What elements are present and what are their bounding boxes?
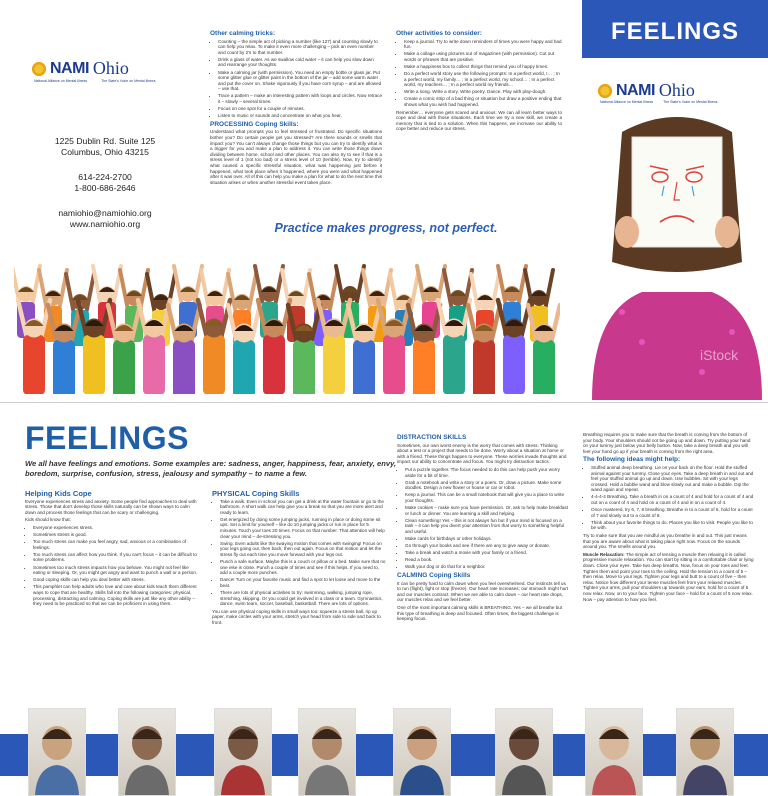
distraction-intro: Sometimes, our own worst enemy is the worry that comes with stress. Thinking about a test or a project that needs to be done. Worry about a situation at home or with a friend. These things happen to everyone. These worries invade thoughts and impact our ability to concentrate and focus. You might try distraction tactics. [397, 442, 567, 465]
kids-group-photo [14, 236, 560, 394]
cover-panel [582, 0, 768, 400]
list-item: • Take a break and watch a movie with your family or a friend. [405, 550, 569, 556]
list-item: • 4-4-4-4 Breathing. Take a breath in on a count of 4 and hold for a count of 4 and out on a count of 4 and hold on a count of 4 and in on a count of 4. [591, 494, 755, 505]
list-item: • Go through your books and see if there are any to give away or donate. [405, 543, 569, 549]
other-activities-closing: Remember… everyone gets scared and anxious. We can all learn better ways to cope and deal with those situations. Each time we try a new skill, we create a memory that is tied to a solution. When this happens, we increase our ability to cope better and reduce our stress. [396, 109, 562, 132]
processing-text: Understand what prompts you to feel stressed or frustrated. Do specific situations bother you? Do certain people get you stressed? Are there sounds or smells that impact you? You can't always change those things but you can try to identify what is a trigger for you and make a plan to address it. You can write those things down dividing between home, school and other places. You can also try to see if that is a stress level of 1 (not too bad) or a stress level of 10 (terrible). Now, try to identify what caused a specific stressful situation, what was happening just before it happened, what took place when it happened, where you were and what happened after it was over. All of this can help you make a plan for what to do the next time this situation arises or when another stressful event takes place. [210, 129, 382, 185]
list-item: • Dance! Turn on your favorite music and find a spot to let loose and move to the beat. [220, 577, 387, 588]
list-item: • Too much stress can affect how you think. If you can't focus – it can be difficult to solve problems. [33, 552, 200, 563]
physical-closing: You can use physical coping skills in small ways too: squeeze a stress ball, rip up paper, make circles with your arms, stretch your head from side to side and back to front. [212, 608, 381, 625]
calming-text: It can be pretty hard to calm down when you feel overwhelmed. Our instincts tell us to run (flight), fight or stop (freeze). Our heart rate increases; our stomach might hurt and our muscles contract. When we are able to calm down – our heart rate drops, our muscles relax and we feel better. [397, 580, 569, 603]
practice-banner: Practice makes progress, not perfect. [274, 221, 498, 235]
girl-with-drawn-face-photo [582, 112, 768, 400]
list-item: • Counting – the simple act of picking a number (like 127) and counting slowly to can help you relax. To make it even more challenging – pick an even number and count by 2's to that number. [218, 39, 382, 56]
list-item: • This pamphlet can help adults who love and care about kids teach them different ways to cope that are healthy. Skills fall into the following categories: physical, processing, distracting and calming. Coping skills are just like any other ability – they need to be practiced so that we can be proficient in using them. [33, 584, 200, 606]
physical-list [212, 499, 387, 607]
logo-ohio: Ohio [658, 80, 695, 100]
kids-group-illustration [14, 236, 560, 394]
child-thumbnail-photo [495, 708, 553, 796]
physical-heading: PHYSICAL Coping Skills [212, 489, 300, 498]
phone-2: 1-800-686-2646 [74, 183, 136, 193]
cover-title: FEELINGS [610, 18, 739, 45]
back-title: FEELINGS [25, 420, 190, 456]
cover-logo [596, 80, 695, 101]
list-item: • Write a song. Write a story. Write poetry. Dance. Play with play-dough. [404, 89, 562, 95]
calming-tricks-heading: Other calming tricks: [210, 30, 276, 37]
contact-info [30, 136, 180, 230]
logo-tagline-right: The State's Voice on Mental Illness [663, 100, 718, 104]
list-item: • Keep a journal. This can be a small notebook that will give you a place to write your thoughts. [405, 492, 569, 503]
distraction-list [397, 467, 569, 570]
helping-know: Kids should know that: [25, 517, 71, 523]
list-item: • Listen to music or sounds and concentrate on what you hear. [218, 113, 382, 119]
list-item: • Put a puzzle together. The focus needed to do this can help push your worry aside for a bit of time. [405, 467, 569, 478]
calming-breathing: One of the most important calming skills is BREATHING. Yes – we all breathe but this type of breathing is deep and focused. Often times, the biggest challenge is keeping focus. [397, 604, 563, 622]
address-line-2: Columbus, Ohio 43215 [61, 147, 149, 157]
list-item: • Make a calming jar (with permission). You need an empty bottle or glass jar. Put some glitter glue or glitter paint in the bottom of the jar – add some warm water and put the cover on. Shake vigorously if you have corn syrup – and are allowed – use that. [218, 70, 382, 92]
other-activities-list [396, 39, 562, 108]
helping-heading: Helping Kids Cope [25, 489, 92, 498]
contact-panel [30, 58, 195, 83]
list-item: • Make cards for birthdays or other holidays. [405, 536, 569, 542]
photo-strip [0, 708, 768, 794]
list-item: • Do a perfect world story use the following prompts: In a perfect world, I… ; In a perfect world, my family… ; In a perfect world, my school… ; In a perfect world, my teachers… ; In a perfect world my friends… [404, 71, 562, 88]
helping-list [25, 525, 200, 607]
email: namiohio@namiohio.org [58, 208, 152, 218]
list-item: • Get energized by doing some jumping jacks, running in place or doing some sit ups. Set a limit for yourself – like do 10 jumping jacks or run in place for 5 minutes. Touch your toes 20 times. Focus on that number. That attention will help clear your mind – de-stressing you. [220, 517, 387, 539]
logo-nami: NAMI [616, 81, 655, 99]
child-thumbnail-photo [28, 708, 86, 796]
back-subtitle: We all have feelings and emotions. Some examples are: sadness, anger, happiness, fear, anxiety, envy, boredom, surprise, confusion, stress, jealousy and sympathy – to name a few. [25, 459, 397, 478]
list-item: • Once mastered, try 6, 7, 8 breathing. Breathe in to a count of 6, hold for a count of 7 and slowly out to a count of 8. [591, 507, 755, 518]
list-item: • Trace a pattern – make an interesting pattern with loops and circles. Now retrace it – slowly – several times. [218, 93, 382, 104]
middle-column-top [210, 28, 382, 187]
calming-heading: CALMING Coping Skills [397, 571, 471, 579]
logo-nami: NAMI [50, 59, 89, 77]
list-item: • Punch a safe surface. Maybe this is a couch or pillow or a bed. Make sure that no one else is close. Punch a couple of times and see if this helps. If you need to, add a couple more punches. [220, 559, 387, 576]
list-item: • There are lots of physical activities to try: swimming, walking, jumping rope, stretching, skipping. Or you could get involved in a class or a team. Gymnastics, dance, swim team, soccer, baseball, basketball. There are lots of options. [220, 590, 387, 607]
muscle-text: The simple act of tensing a muscle then relaxing it is called progressive muscle relaxation. You can start by sitting in a comfortable chair or lying down. Close your eyes. Take two deep breaths. Now, focus on your toes and feet. Tighten them and point your toes to the ceiling. Hold the tension to a count of 5 – then relax. Move to your legs. Tighten your legs and butt to a count of five – then relax. Notice how different your tense muscles feel from your relaxed muscles. Tighten your arms, pull your shoulders up towards your ears, hold for a count of 5 now relax. Now, on to your face. Tighten your face – hold for a count of 5 now relax. Now – pay attention to how you feel. [583, 551, 754, 602]
other-activities-heading: Other activities to consider: [396, 30, 482, 37]
list-item: • Keep a journal. Try to write down reminders of times you were happy and had fun. [404, 39, 562, 50]
muscle-label: Muscle Relaxation: [583, 551, 625, 557]
calming-tricks-list [210, 39, 382, 119]
sun-logo-icon [30, 60, 48, 78]
website: www.namiohio.org [69, 219, 141, 229]
breathing-column [583, 432, 755, 604]
child-thumbnail-photo [118, 708, 176, 796]
list-item: • Too much stress can make you feel angry, sad, anxious or a combination of feelings. [33, 539, 200, 550]
child-thumbnail-photo [298, 708, 356, 796]
child-thumbnail-photo [393, 708, 451, 796]
list-item: • Grab a notebook and write a story or a poem. Or, draw a picture. Make some doodles. Design a new flower or house or car or robot. [405, 480, 569, 491]
ideas-list [583, 465, 755, 531]
logo-tagline-left: National Alliance on Mental Illness [600, 100, 654, 104]
list-item: • Good coping skills can help you deal better with stress. [33, 577, 200, 583]
list-item: • Make a happiness box to collect things that remind you of happy times. [404, 64, 562, 70]
child-thumbnail-photo [585, 708, 643, 796]
list-item: • Clean something! Yes – this is not always fun but if your mind is focused on a task – it can help you divert your attention from that worry to something helpful and useful. [405, 518, 569, 535]
list-item: • Sometimes too much stress impacts how you behave. You might not feel like eating or sleeping. Or, you might get angry and want to punch a wall or a person. [33, 565, 200, 576]
sun-logo-icon [596, 82, 614, 100]
logo-tagline-left: National Alliance on Mental Illness [34, 79, 88, 83]
cover-logo-taglines [600, 100, 718, 104]
list-item: • Walk your dog or do that for a neighbor. [405, 564, 569, 570]
list-item: • Read a book. [405, 557, 569, 563]
breathing-text: Breathing requires you to make sure that the breath is coming from the bottom of your body. Your shoulders should not be going up and down. Try putting your hand on your tummy just below your belly button. Now, take a deep breath and you will feel your hand go up if your breath is coming from the right area. [583, 432, 751, 454]
list-item: • Focus on one spot for a couple of minutes. [218, 106, 382, 112]
muscle-paragraph [583, 552, 755, 602]
photo-strip-band [0, 734, 768, 776]
list-item: • Drink a glass of water. As we swallow cold water – it can help you slow down and rearrange your thoughts. [218, 57, 382, 68]
child-thumbnail-photo [214, 708, 272, 796]
distraction-column [397, 432, 569, 624]
list-item: • Create a comic strip of a bad thing or situation but draw a positive ending that shows what you wish had happened. [404, 96, 562, 107]
ideas-closing: Try to make sure that you are mindful as you breathe in and out. This just means that you are aware about what is taking place right now. Focus on the sounds around you. The smells around you. [583, 533, 747, 550]
other-activities-column [396, 28, 562, 134]
distraction-heading: DISTRACTION SKILLS [397, 434, 467, 441]
ideas-heading: The following ideas might help: [583, 456, 681, 464]
list-item: • Everyone experiences stress. [33, 525, 200, 531]
fold-divider [0, 402, 768, 403]
processing-heading: PROCESSING Coping Skills: [210, 120, 299, 128]
list-item: • Stuffed animal deep breathing. Lie on your back on the floor. Hold the stuffed animal against your tummy. Close your eyes. Take a deep breath in and out and feel your stuffed animal go up and down. Use bubbles. Sit with your legs crossed. Hold a bubble wand and blow slowly out and make a bubble. Dip the wand again and repeat. [591, 465, 755, 493]
list-item: • Swing. Even adults like the swaying motion that comes with swinging! Focus on your legs going out, then back, then out again. Focus on that motion and let the stress fly out each time you move forward with your legs out. [220, 541, 387, 558]
list-item: • Sometimes stress is good. [33, 532, 200, 538]
list-item: • Think about your favorite things to do. Places you like to visit. People you like to be with. [591, 520, 755, 531]
address-line-1: 1225 Dublin Rd. Suite 125 [54, 136, 156, 146]
helping-intro: Everyone experiences stress and anxiety. Some people find approaches to deal with stress. Those that don't develop those skills naturally can be shown ways to calm down and process those feelings that can be scary or challenging. [25, 498, 197, 515]
nami-ohio-logo [30, 58, 195, 79]
physical-column [212, 488, 387, 628]
list-item: • Take a walk. Even in school you can get a drink at the water fountain or go to the bathroom. A short walk can help give you a break so that you are more alert and ready to learn. [220, 499, 387, 516]
logo-tagline-right: The State's Voice on Mental Illness [101, 79, 156, 83]
cover-photo-watermark: iStock [700, 347, 739, 363]
logo-ohio: Ohio [92, 58, 129, 78]
list-item: • Make a collage using pictures out of magazines (with permission). Cut out words or phrases that are positive. [404, 51, 562, 62]
list-item: • Make cookies – make sure you have permission. Or, ask to help make breakfast or lunch or dinner. You are learning a skill and helping. [405, 505, 569, 516]
helping-kids-cope-column [25, 488, 200, 609]
child-thumbnail-photo [676, 708, 734, 796]
phone-1: 614-224-2700 [78, 172, 132, 182]
